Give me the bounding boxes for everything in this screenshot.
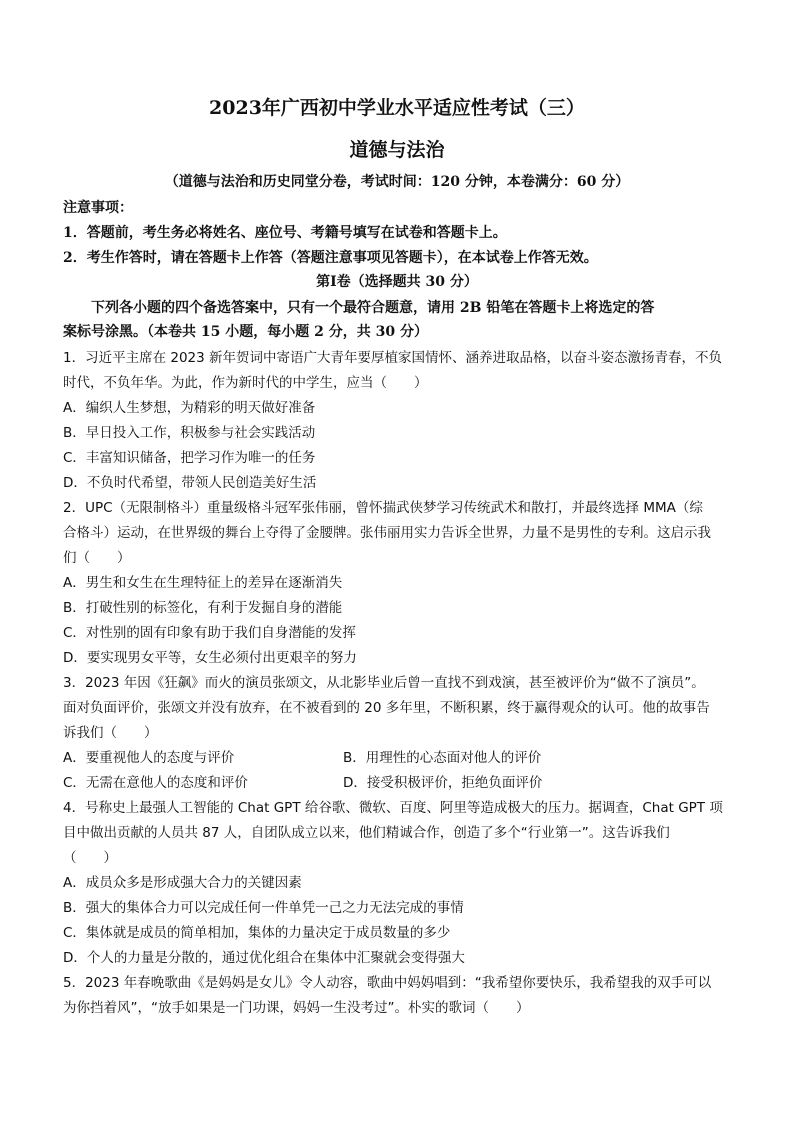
notes-heading: 注意事项：	[63, 200, 133, 216]
option-c: C．集体就是成员的简单相加，集体的力量决定于成员数量的多少	[63, 925, 451, 941]
question-stem: 目中做出贡献的人员共 87 人，自团队成立以来，他们精诚合作，创造了多个“行业第一”。这告诉我们	[63, 825, 670, 841]
notes-item: 2．考生作答时，请在答题卡上作答（答题注意事项见答题卡），在本试卷上作答无效。	[63, 250, 598, 266]
question-stem: （ ）	[63, 850, 117, 866]
option-b: B．用理性的心态面对他人的评价	[343, 750, 542, 766]
question-stem: 4．号称史上最强人工智能的 Chat GPT 给谷歌、微软、百度、阿里等造成极大的压力。据调查，Chat GPT 项	[63, 800, 723, 816]
option-a: A．成员众多是形成强大合力的关键因素	[63, 875, 302, 891]
option-c: C．对性别的固有印象有助于我们自身潜能的发挥	[63, 625, 356, 641]
question-stem: 1．习近平主席在 2023 新年贺词中寄语广大青年要厚植家国情怀、涵养进取品格，以奋斗姿态激扬青春，不负	[63, 350, 723, 366]
question-stem: 2．UPC（无限制格斗）重量级格斗冠军张伟丽，曾怀揣武侠梦学习传统武术和散打，并最终选择 MMA（综	[63, 500, 703, 516]
question-stem: 3．2023 年因《狂飙》而火的演员张颂文，从北影毕业后曾一直找不到戏演，甚至被评价为“做不了演员”。	[63, 675, 705, 691]
exam-title: 2023年广西初中学业水平适应性考试（三）	[209, 97, 585, 119]
option-b: B．早日投入工作，积极参与社会实践活动	[63, 425, 316, 441]
question-stem: 面对负面评价，张颂文并没有放弃，在不被看到的 20 多年里，不断积累，终于赢得观众的认可。他的故事告	[63, 700, 710, 716]
section-instructions: 案标号涂黑。（本卷共 15 小题，每小题 2 分，共 30 分）	[63, 324, 428, 340]
option-d: D．个人的力量是分散的，通过优化组合在集体中汇聚就会变得强大	[63, 950, 465, 966]
question-stem: 5．2023 年春晚歌曲《是妈妈是女儿》令人动容，歌曲中妈妈唱到：“我希望你要快乐，我希望我的双手可以	[63, 975, 712, 991]
option-d: D．要实现男女平等，女生必须付出更艰辛的努力	[63, 650, 357, 666]
question-stem: 时代，不负年华。为此，作为新时代的中学生，应当（ ）	[63, 375, 428, 391]
option-a: A．男生和女生在生理特征上的差异在逐渐消失	[63, 575, 343, 591]
section-title: 第Ⅰ卷（选择题共 30 分）	[316, 274, 478, 290]
question-stem: 们（ ）	[63, 550, 131, 566]
option-c: C．丰富知识储备，把学习作为唯一的任务	[63, 450, 316, 466]
option-d: D．不负时代希望，带领人民创造美好生活	[63, 475, 317, 491]
option-c: C．无需在意他人的态度和评价	[63, 775, 248, 791]
option-a: A．要重视他人的态度与评价	[63, 750, 235, 766]
option-d: D．接受积极评价，拒绝负面评价	[343, 775, 543, 791]
notes-item: 1．答题前，考生务必将姓名、座位号、考籍号填写在试卷和答题卡上。	[63, 225, 507, 241]
subject-title: 道德与法治	[349, 139, 445, 161]
exam-info: （道德与法治和历史同堂分卷，考试时间：120 分钟，本卷满分：60 分）	[164, 174, 630, 190]
option-a: A．编织人生梦想，为精彩的明天做好准备	[63, 400, 316, 416]
option-b: B．打破性别的标签化，有利于发掘自身的潜能	[63, 600, 343, 616]
question-stem: 诉我们（ ）	[63, 725, 158, 741]
section-instructions: 下列各小题的四个备选答案中，只有一个最符合题意，请用 2B 铅笔在答题卡上将选定的答	[91, 300, 655, 316]
question-stem: 合格斗）运动，在世界级的舞台上夺得了金腰牌。张伟丽用实力告诉全世界，力量不是男性的专利。这启示我	[63, 525, 711, 541]
question-stem: 为你挡着风”，“放手如果是一门功课，妈妈一生没考过”。朴实的歌词（ ）	[63, 1000, 530, 1016]
option-b: B．强大的集体合力可以完成任何一件单凭一己之力无法完成的事情	[63, 900, 464, 916]
